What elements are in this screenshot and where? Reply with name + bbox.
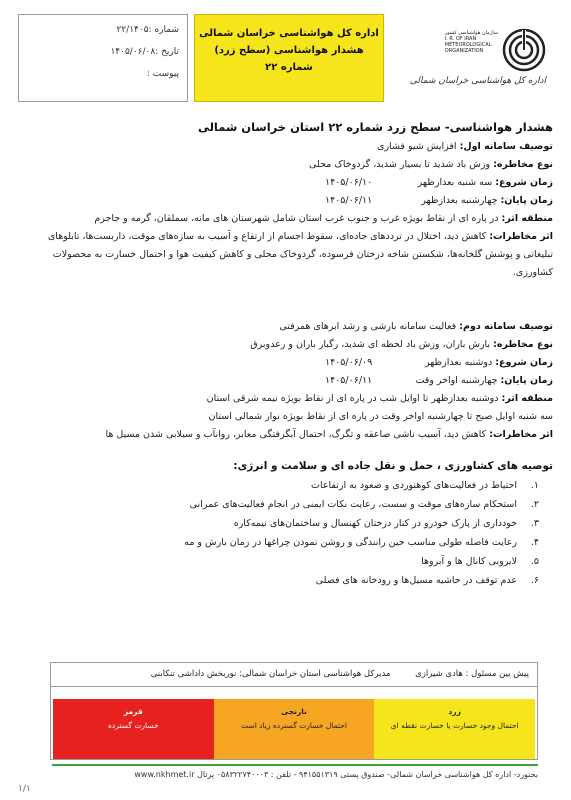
footer-address: بجنورد- اداره کل هواشناسی خراسان شمالی- صندوق پستی ۹۴۱۵۵۱۳۱۹ - تلفن : ۰۵۸۳۲۲۷۴۰۰۰۳ پرتال www.nkhmet.ir [52,764,538,782]
warning-level-banner [194,14,384,102]
letter-attachment: پیوست : [146,69,179,79]
item-number: ۱. [530,480,539,491]
end-time: چهارشنبه اواخر وقت [415,375,498,386]
logo-caption-line: METEOROLOGICAL [444,42,492,48]
label: منطقه اثر: [501,393,553,404]
label: اثر مخاطرات: [489,429,553,440]
label: نوع مخاطره: [493,159,553,170]
forecaster: پیش بین مسئول : هادی شیرازی [415,669,529,679]
org-signature-text: اداره کل هواشناسی خراسان شمالی [409,76,546,86]
end-time: چهارشنبه بعدازظهر [421,195,498,206]
item-number: ۵. [530,556,539,567]
item-text: لایروبی کانال ها و آبروها [421,556,517,567]
system-description: افزایش شیو فشاری [377,141,457,152]
page-number: ۱/۱ [18,784,31,794]
system-description: فعالیت سامانه بارشی و رشد ابرهای همرفتی [279,321,457,332]
list-item [17,514,539,533]
level-text: خسارت گسترده [108,721,159,730]
hazard-type: بارش باران، وزش باد لحظه ای شدید، رگبار باران و رعدوبرق [250,339,491,350]
label: زمان شروع: [495,357,553,368]
letter-meta-box [18,14,188,102]
recommendations-section [17,456,553,590]
letter-number: شماره :۲۲/۱۴۰۵ [116,25,179,35]
recommendations-title: توصیه های کشاورزی ، حمل و نقل جاده ای و سلامت و انرژی: [233,460,553,472]
director: مدیرکل هواشناسی استان خراسان شمالی: نوربخش داداشی تنکابنی [150,669,391,679]
meteorological-organization-logo-icon [502,28,546,72]
system-two-section [17,318,553,444]
label: منطقه اثر: [501,213,553,224]
start-time: دوشنبه بعدازظهر [424,357,493,368]
end-date: ۱۴۰۵/۰۶/۱۱ [325,375,373,386]
level-text: احتمال خسارت گسترده زیاد است [241,721,347,730]
warning-number: شماره ۲۲ [265,62,313,73]
letterhead [18,14,554,102]
logo-caption [445,30,498,54]
item-text: احتیاط در فعالیت‌های کوهنوردی و صعود به ارتفاعات [311,480,517,491]
start-time: سه شنبه بعدازظهر [417,177,493,188]
label: اثر مخاطرات: [489,231,553,242]
affected-area: دوشنبه بعدازظهر تا اوایل شب در پاره ای از نقاط بویژه نیمه شرقی استان [206,393,499,404]
list-item [17,571,539,590]
start-date: ۱۴۰۵/۰۶/۱۰ [325,177,373,188]
list-item [17,495,539,514]
recommendations-list [17,476,553,590]
level-title: زرد [448,707,461,716]
start-date: ۱۴۰۵/۰۶/۰۹ [325,357,373,368]
hazard-effects: کاهش دید، آسیب ناشی صاعقه و تگرگ، احتمال آبگرفتگی معابر، روانآب و سیلابی شدن مسیل ها [105,429,487,440]
label: زمان پایان: [500,375,553,386]
warning-type: هشدار هواشناسی (سطح زرد) [214,45,364,56]
level-yellow [374,699,535,759]
system-one-section [17,138,553,282]
level-orange [214,699,375,759]
item-number: ۲. [530,499,539,510]
item-text: عدم توقف در حاشیه مسیل‌ها و رودخانه های فصلی [315,575,517,586]
hazard-type: وزش باد شدید تا بسیار شدید، گردوخاک محلی [309,159,491,170]
label: نوع مخاطره: [493,339,553,350]
label: زمان پایان: [500,195,553,206]
list-item [17,552,539,571]
level-text: احتمال وجود خسارت یا خسارت نقطه ای [390,721,519,730]
label: توصیف سامانه اول: [459,141,553,152]
responsible-staff [51,663,537,687]
affected-area-continued: سه شنبه اوایل صبح تا چهارشنبه اواخر وقت در پاره ای از نقاط بویژه نوار شمالی استان [208,411,553,422]
hazard-effects: کاهش دید، اختلال در ترددهای جاده‌ای، سقوط اجسام از ارتفاع و آسیب به سازه‌های موقت، داربست‌ها، تابلوهای تبلیغاتی و پوشش گلخانه‌ها، شکستن شاخه درختان فرسوده، گردوخاک محلی و کاهش کیفیت هوا و احتمال خسارت به محصولات کشاورزی. [47,231,553,278]
item-number: ۴. [530,537,539,548]
label: توصیف سامانه دوم: [459,321,553,332]
level-title: نارنجی [281,707,307,716]
item-text: استحکام سازه‌های موقت و سست، رعایت نکات ایمنی در انجام فعالیت‌های عمرانی [189,499,517,510]
item-text: خودداری از پارک خودرو در کنار درختان کهنسال و ساختمان‌های نیمه‌کاره [233,518,517,529]
label: زمان شروع: [495,177,553,188]
footer-box [50,662,538,760]
level-red [53,699,214,759]
logo-caption-line: سازمان هواشناسی کشور [444,30,498,36]
logo-caption-line: ORGANIZATION [444,48,484,54]
item-text: رعایت فاصله طولی مناسب حین رانندگی و روشن نمودن چراغها در زمان بارش و مه [184,537,517,548]
logo-block [384,14,554,102]
org-name: اداره کل هواشناسی خراسان شمالی [199,28,379,39]
list-item [17,533,539,552]
item-number: ۳. [530,518,539,529]
logo-caption-line: I. R. OF IRAN [444,36,477,42]
document-title: هشدار هواشناسی- سطح زرد شماره ۲۲ استان خراسان شمالی [197,120,553,134]
level-title: قرمز [123,707,143,716]
affected-area: در پاره ای از نقاط بویژه غرب و جنوب غرب استان شامل شهرستان های مانه، سملقان، گرمه و جاجرم [94,213,499,224]
letter-date: تاریخ :۱۴۰۵/۰۶/۰۸ [110,47,179,57]
list-item [17,476,539,495]
item-number: ۶. [530,575,539,586]
warning-levels-legend [51,687,537,761]
end-date: ۱۴۰۵/۰۶/۱۱ [325,195,373,206]
